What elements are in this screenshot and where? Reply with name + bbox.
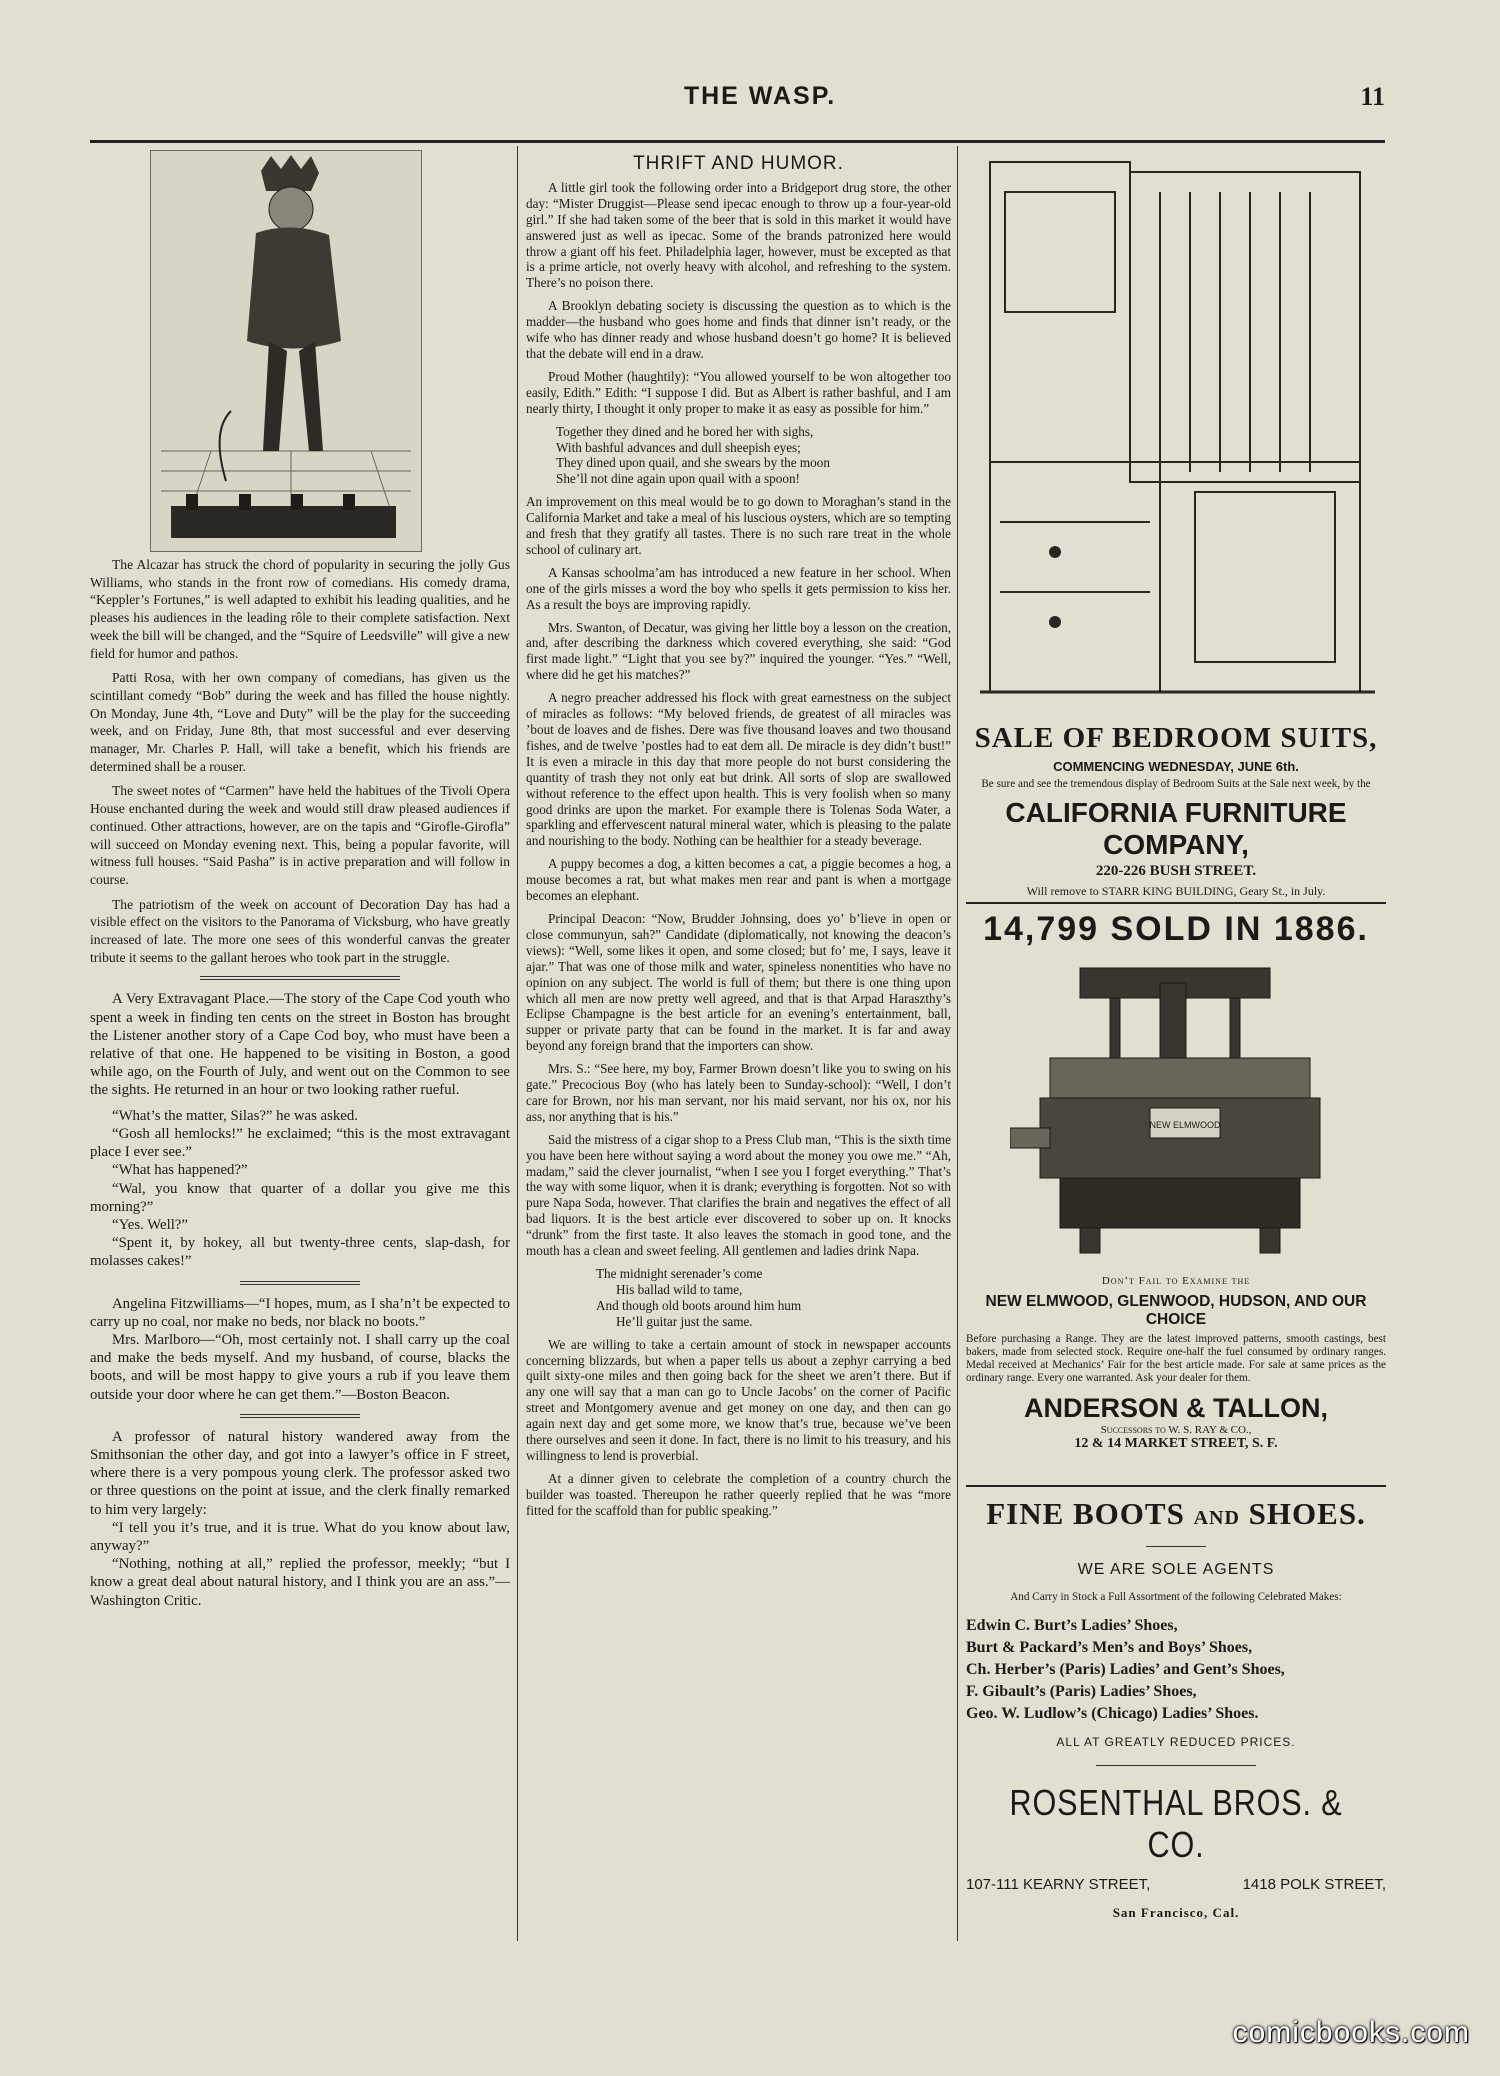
boots-make-item: Burt & Packard’s Men’s and Boys’ Shoes,: [966, 1639, 1253, 1656]
furniture-headline: SALE OF BEDROOM SUITS,: [974, 722, 1378, 754]
boots-prices: ALL AT GREATLY REDUCED PRICES.: [1056, 1735, 1296, 1749]
boots-company: ROSENTHAL BROS. & CO.: [1009, 1782, 1343, 1865]
boots-headline-and: AND: [1193, 1507, 1240, 1529]
poem-quail: [556, 424, 951, 488]
story-dialogue: “Yes. Well?”: [112, 1216, 188, 1233]
page-number: 11: [1360, 82, 1385, 111]
article-carmen: The sweet notes of “Carmen” have held the habitues of the Tivoli Opera House enchanted during the week and would still draw pleased audiences if continued. Other attractions, however, are on the tapis and “Girofle-Girofla” will succeed on Monday evening next. This, being a popular favorite, will witness full houses. “Said Pasha” is in active preparation and will follow in course.: [90, 783, 510, 887]
paragraph-druggist: A little girl took the following order into a Bridgeport drug store, the other day: “Mister Druggist—Please send ipecac enough to throw up a four-year-old girl.” If she had taken some of the beer that is sold in this market it would have answered just as well as ipecac. Some of the brands patronized here would throw a giant off his feet. Philadelphia lager, however, must be excepted as that is a prime article, not overly heavy with alcohol, and refreshing to the system. There’s no poison there.: [526, 179, 951, 291]
section-heading: THRIFT AND HUMOR.: [633, 153, 844, 174]
boots-address-right: 1418 POLK STREET,: [1242, 1876, 1386, 1893]
story-dialogue: “What’s the matter, Silas?” he was asked.: [112, 1107, 358, 1124]
paragraph-farmer-brown: Mrs. S.: “See here, my boy, Farmer Brown doesn’t like you to swing on his gate.” Precocious Boy (who has lately been to Sunday-school): “Well, I don’t care for Brown, nor his man servant, nor his maid servant, nor his ox, nor his ass, nor anything that is his.”: [526, 1061, 951, 1124]
stove-label: NEW ELMWOOD: [1149, 1120, 1221, 1130]
story-angelina: Angelina Fitzwilliams—“I hopes, mum, as I sha’n’t be expected to carry up no coal, nor make no beds, nor black no boots.”: [90, 1295, 510, 1330]
story-dialogue: “Wal, you know that quarter of a dollar you give me this morning?”: [90, 1180, 510, 1215]
story-dialogue: “Gosh all hemlocks!” he exclaimed; “this is the most extravagant place I ever see.”: [90, 1125, 510, 1161]
poem-line: With bashful advances and dull sheepish eyes;: [556, 439, 801, 455]
cook-stove-graphic: [1010, 958, 1340, 1258]
paragraph-church: At a dinner given to celebrate the completion of a country church the builder was toasted. Thereupon he rather queerly replied that he was “more fitted for the scaffold than for public speaking.”: [526, 1470, 951, 1518]
middle-column: [526, 148, 951, 1526]
boots-rule: [1096, 1765, 1256, 1766]
paragraph-deacon: Principal Deacon: “Now, Brudder Johnsing, does yo’ b’lieve in open or close communyun, sah?” Candidate (diplomatically, not knowing the deacon’s views): “Well, some likes it open, and some closed; but fo’ me, I says, leave it ajar.” That was one of those milk and water, spineless nonentities who have no opinion on any subject. The world is full of them; but there is one thing upon which all men are now pretty well agreed, and that is that Arpad Haraszthy’s Eclipse Champagne is the best article for an evening’s entertainment, ball, supper or private party that can be found in the market. It is far and away beyond any foreign brand that the importers can show.: [526, 910, 951, 1054]
boots-headline: [966, 1496, 1386, 1532]
boots-make-item: Geo. W. Ludlow’s (Chicago) Ladies’ Shoes.: [966, 1705, 1259, 1722]
boots-make-item: Ch. Herber’s (Paris) Ladies’ and Gent’s Shoes,: [966, 1661, 1285, 1678]
running-header: [90, 82, 1385, 112]
boots-intro: And Carry in Stock a Full Assortment of the following Celebrated Makes:: [1010, 1591, 1342, 1603]
cook-stove-illustration: [1010, 958, 1340, 1258]
story-professor: A professor of natural history wandered away from the Smithsonian the other day, and got into a lawyer’s office in F street, where there is a very pompous young clerk. The professor asked two or three questions on the point at issue, and the clerk finally remarked to him very largely:: [90, 1428, 510, 1518]
section-separator: [240, 1281, 360, 1285]
story-dialogue: “I tell you it’s true, and it is true. What do you know about law, anyway?”: [90, 1519, 510, 1554]
paragraph-puppy: A puppy becomes a dog, a kitten becomes a cat, a piggie becomes a hog, a mouse becomes a rat, but what makes men rear and pant is when a mortgage becomes an elephant.: [526, 856, 951, 904]
poem-line: She’ll not dine again upon quail with a spoon!: [556, 471, 800, 487]
stove-ad-text: [966, 1275, 1386, 1452]
poem-line: He’ll guitar just the same.: [616, 1313, 753, 1329]
stove-headline: 14,799 SOLD IN 1886.: [983, 910, 1369, 948]
jester-with-crown-illustration: [150, 150, 422, 552]
paragraph-blizzards: We are willing to take a certain amount of stock in newspaper accounts concerning blizzards, but when a paper tells us about a zephyr carrying a bed quilt sixty-one miles and then going back for the sheet we aren’t there. But if any one will say that a man can go to Uncle Jacobs’ on the corner of Pacific street and Montgomery avenue and get money on one day, and then can go again next day and get some more, we know that’s true, because we’ve been there ourselves and seen it done. In fact, there is no limit to his treasury, and his willingness to lend is proverbial.: [526, 1336, 951, 1463]
stove-address: 12 & 14 MARKET STREET, S. F.: [1074, 1436, 1278, 1451]
paragraph-proud-mother: Proud Mother (haughtily): “You allowed yourself to be won altogether too easily, Edith.” Edith: “I suppose I did. But as Albert is rather bashful, and I am nearly thirty, I thought it only proper to make it as easy as possible for him.”: [526, 368, 951, 416]
section-separator: [200, 976, 400, 980]
boots-makes-list: [966, 1615, 1386, 1725]
poem-line: Together they dined and he bored her with sighs,: [556, 423, 814, 439]
boots-city: San Francisco, Cal.: [1112, 1905, 1240, 1920]
page-title: THE WASP.: [683, 82, 837, 110]
paragraph-preacher: A negro preacher addressed his flock with great earnestness on the subject of miracles as follows: “My beloved friends, de greatest of all miracles was ’bout de loaves and de fishes. Dere was five thousand loaves and two thousand fishes, and de twelve ’postles had to eat dem all. De miracle is dey didn’t bust!” It is even a miracle in this day that more people do not burst considering the quantity of trash they not only eat but drink. All sorts of slop are swallowed without reference to the effect upon health. This is very foolish when so many good drinks are upon the market. For example there is Tolenas Soda Water, a sparkling and effervescent natural mineral water, which is pleasing to the palate and nourishing to the body. Nothing can be healthier for a steady beverage.: [526, 690, 951, 849]
boots-ad: [966, 1496, 1386, 1921]
boots-make-item: F. Gibault’s (Paris) Ladies’ Shoes,: [966, 1683, 1197, 1700]
stove-company: ANDERSON & TALLON,: [1024, 1393, 1328, 1423]
furniture-subheadline: COMMENCING WEDNESDAY, JUNE 6th.: [1053, 759, 1299, 774]
paragraph-schoolmaam: A Kansas schoolma’am has introduced a new feature in her school. When one of the girls misses a word the boy who spells it gets permission to kiss her. As a result the boys are improving rapidly.: [526, 564, 951, 612]
stove-models: NEW ELMWOOD, GLENWOOD, HUDSON, AND OUR CHOICE: [985, 1293, 1367, 1328]
paragraph-swanton: Mrs. Swanton, of Decatur, was giving her little boy a lesson on the creation, and, after describing the darkness which covered everything, she said: “God first made light.” “Light that you see by?” inquired the younger. “Yes.” “Well, where did he get his matches?”: [526, 619, 951, 683]
column-divider-1: [517, 146, 518, 1941]
boots-make-item: Edwin C. Burt’s Ladies’ Shoes,: [966, 1617, 1178, 1634]
paragraph-debating: A Brooklyn debating society is discussing the question as to which is the madder—the husband who goes home and finds that dinner isn’t ready, or the wife who has dinner ready and whose husband doesn’t go home? It is believed that the debate will end in a draw.: [526, 298, 951, 361]
watermark: comicbooks.com: [1232, 2016, 1470, 2049]
boots-addresses: [966, 1876, 1386, 1893]
header-rule: [90, 140, 1385, 143]
stove-successors: Successors to W. S. RAY & CO.,: [1100, 1424, 1252, 1436]
story-dialogue: “Spent it, by hokey, all but twenty-three cents, slap-dash, for molasses cakes!”: [90, 1235, 510, 1270]
stove-ad: [966, 910, 1386, 949]
story-dialogue: “What has happened?”: [112, 1162, 248, 1179]
boots-headline-a: FINE BOOTS: [986, 1496, 1185, 1531]
stove-caption: Don’t Fail to Examine the: [1101, 1275, 1251, 1287]
article-alcazar: The Alcazar has struck the chord of popularity in securing the jolly Gus Williams, who stands in the front row of comedians. His comedy drama, “Keppler’s Fortunes,” is well adapted to exhibit his leading qualities, and he pleases his audiences in the leading rôle to their complete satisfaction. Next week the bill will be changed, and the “Squire of Leedsville” will give a new field for humor and pathos.: [90, 557, 510, 661]
stove-body: Before purchasing a Range. They are the latest improved patterns, smooth castings, best bakers, made from selected stock. Require one-half the fuel consumed by ordinary ranges. Medal received at Mechanics’ Fair for the best article made. For sale at same prices as the ordinary range. Every one warranted. Ask your dealer for them.: [966, 1333, 1386, 1384]
story-extravagant-place: [90, 990, 510, 1609]
bedroom-suit-illustration: [980, 152, 1375, 712]
story-paragraph: A Very Extravagant Place.—The story of the Cape Cod youth who spent a week in finding ten cents on the street in Boston has brought the Listener another story of a Cape Cod boy, who must have been a relative of that one. He happened to be visiting in Boston, a good while ago, on the Fourth of July, and went out on the Common to see the sights. He returned in an hour or two looking rather rueful.: [90, 991, 510, 1099]
poem-line: And though old boots around him hum: [596, 1297, 802, 1313]
furniture-ad: [966, 722, 1386, 899]
boots-address-left: 107-111 KEARNY STREET,: [966, 1876, 1151, 1893]
left-column: [90, 556, 510, 1617]
poem-line: They dined upon quail, and she swears by the moon: [556, 455, 830, 471]
article-decoration-day: The patriotism of the week on account of Decoration Day has had a visible effect on the visitors to the Panorama of Vicksburg, who have greatly increased of late. The more one sees of this wonderful canvas the greater tribute it seems to the gallant heroes who took part in the struggle.: [90, 896, 510, 965]
ad-separator: [966, 1485, 1386, 1487]
bedroom-suit-graphic: [980, 152, 1375, 712]
section-separator: [240, 1414, 360, 1418]
furniture-company: CALIFORNIA FURNITURE COMPANY,: [1005, 797, 1347, 860]
boots-headline-b: SHOES.: [1248, 1496, 1366, 1531]
poem-serenader: [596, 1266, 951, 1330]
boots-rule: [1146, 1546, 1206, 1547]
article-patti-rosa: Patti Rosa, with her own company of comedians, has given us the scintillant comedy “Bob” during the week and has filled the house nightly. On Monday, June 4th, “Love and Duty” will be the play for the succeeding week, and on Friday, June 8th, that most successful and ever deserving manager, Mr. Charles P. Hall, will take a benefit, which his friends are determined shall be a rouser.: [90, 670, 510, 774]
jester-illustration-graphic: [151, 151, 421, 551]
furniture-note: Will remove to STARR KING BUILDING, Geary St., in July.: [1026, 884, 1326, 898]
boots-agents: WE ARE SOLE AGENTS: [1077, 1561, 1275, 1578]
furniture-body: Be sure and see the tremendous display of Bedroom Suits at the Sale next week, by the: [981, 778, 1371, 790]
poem-line: His ballad wild to tame,: [616, 1281, 743, 1297]
paragraph-oysters: An improvement on this meal would be to go down to Moraghan’s stand in the California Market and take a meal of his luscious oysters, which are so tempting and fresh that they gratify all tastes. There is no such rare treat in the whole school of culinary art.: [526, 494, 951, 557]
story-marlboro: Mrs. Marlboro—“Oh, most certainly not. I shall carry up the coal and make the beds myself. And my husband, of course, blacks the boots, and will be most happy to give yours a rub if you leave them outside your door where he can get them.”—Boston Beacon.: [90, 1331, 510, 1403]
story-dialogue: “Nothing, nothing at all,” replied the professor, meekly; “but I know a great deal about natural history, and I think you are an ass.”—Washington Critic.: [90, 1556, 510, 1609]
ad-separator: [966, 902, 1386, 904]
poem-line: The midnight serenader’s come: [596, 1266, 763, 1281]
column-divider-2: [957, 146, 958, 1941]
furniture-address: 220-226 BUSH STREET.: [1095, 863, 1257, 879]
paragraph-cigar-shop: Said the mistress of a cigar shop to a Press Club man, “This is the sixth time you have been here without saying a word about the money you owe me.” “Ah, madam,” said the clever journalist, “when I see you I forget everything.” That’s the way with some liquor, when it is drank; everything is forgotten. Not so with pure Napa Soda, however. That clarifies the brain and negatives the effect of all bad liquors. It is the best article ever discovered to sober up on. It knocks “drunk” from the first taste. It also leaves the stomach in good tone, and the mouth has a clean and sweet feeling. All gentlemen and ladies drink Napa.: [526, 1131, 951, 1259]
